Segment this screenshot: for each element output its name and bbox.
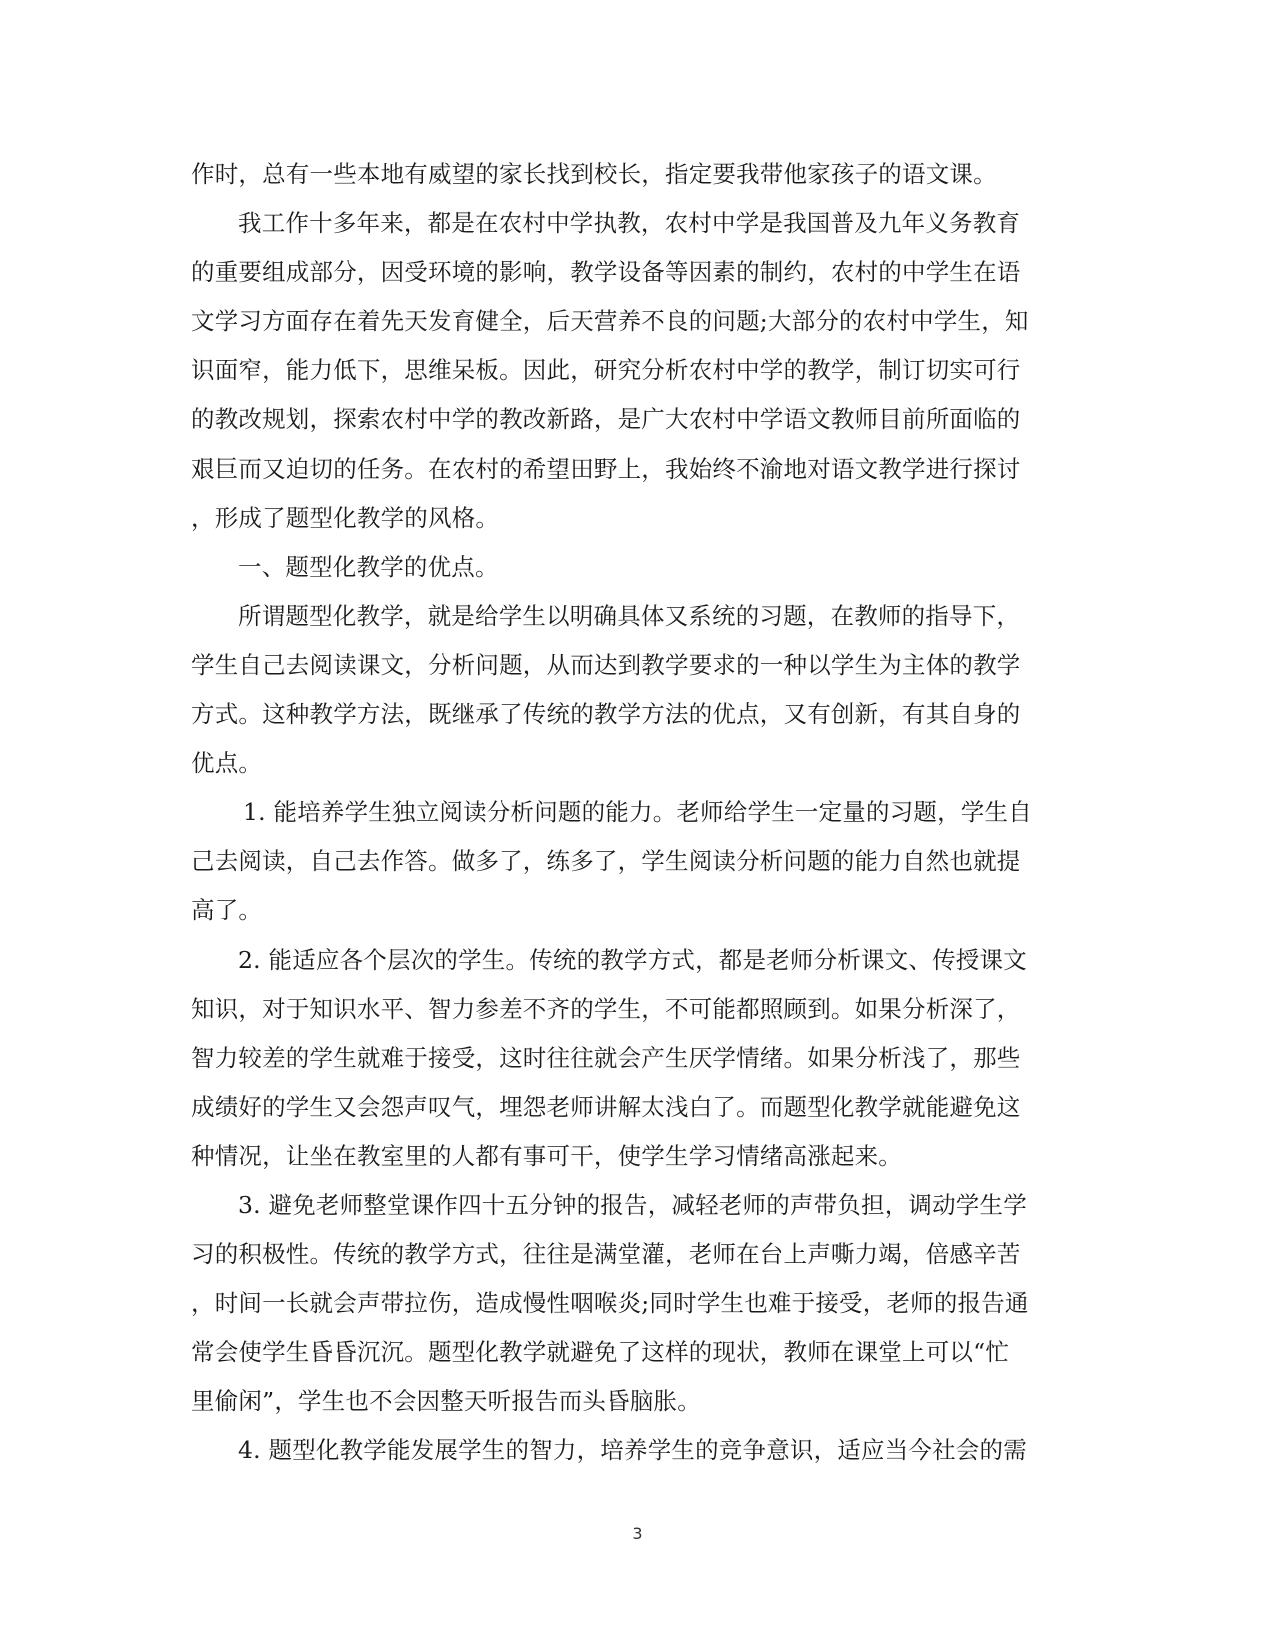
- body-text: [191, 150, 1071, 1476]
- text-line: 己去阅读，自己去作答。做多了，练多了，学生阅读分析问题的能力自然也就提: [191, 847, 1021, 876]
- text-line: ，时间一长就会声带拉伤，造成慢性咽喉炎;同时学生也难于接受，老师的报告通: [191, 1289, 1029, 1318]
- numbered-item-2: 2. 能适应各个层次的学生。传统的教学方式，都是老师分析课文、传授课文: [238, 945, 1027, 974]
- text-line: 艰巨而又迫切的任务。在农村的希望田野上，我始终不渝地对语文教学进行探讨: [191, 454, 1021, 483]
- text-line: 高了。: [191, 896, 263, 925]
- text-line: 的教改规划，探索农村中学的教改新路，是广大农村中学语文教师目前所面临的: [191, 405, 1021, 434]
- text-line: 作时，总有一些本地有威望的家长找到校长，指定要我带他家孩子的语文课。: [191, 160, 997, 188]
- text-line: 常会使学生昏昏沉沉。题型化教学就避免了这样的现状，教师在课堂上可以“忙: [191, 1338, 1010, 1367]
- section-heading: 一、题型化教学的优点。: [238, 552, 499, 581]
- paragraph-start-line: 我工作十多年来，都是在农村中学执教，农村中学是我国普及九年义务教育: [238, 209, 1021, 238]
- text-line: 里偷闲”，学生也不会因整天听报告而头昏脑胀。: [191, 1387, 701, 1416]
- text-line: 识面窄，能力低下，思维呆板。因此，研究分析农村中学的教学，制订切实可行: [191, 356, 1021, 385]
- numbered-item-1: 1. 能培养学生独立阅读分析问题的能力。老师给学生一定量的习题，学生自: [243, 798, 1032, 827]
- text-line: ，形成了题型化教学的风格。: [191, 503, 500, 532]
- numbered-item-4: 4. 题型化教学能发展学生的智力，培养学生的竞争意识，适应当今社会的需: [238, 1436, 1027, 1465]
- numbered-item-3: 3. 避免老师整堂课作四十五分钟的报告，减轻老师的声带负担，调动学生学: [238, 1190, 1027, 1219]
- text-line: 方式。这种教学方法，既继承了传统的教学方法的优点，又有创新，有其自身的: [191, 700, 1021, 729]
- text-line: 智力较差的学生就难于接受，这时往往就会产生厌学情绪。如果分析浅了，那些: [191, 1043, 1021, 1072]
- page-number: 3: [632, 1524, 643, 1543]
- text-line: 文学习方面存在着先天发育健全，后天营养不良的问题;大部分的农村中学生，知: [191, 307, 1029, 336]
- text-line: 学生自己去阅读课文，分析问题，从而达到教学要求的一种以学生为主体的教学: [191, 650, 1021, 679]
- text-line: 习的积极性。传统的教学方式，往往是满堂灌，老师在台上声嘶力竭，倍感辛苦: [191, 1240, 1021, 1269]
- text-line: 成绩好的学生又会怨声叹气，埋怨老师讲解太浅白了。而题型化教学就能避免这: [191, 1092, 1021, 1121]
- text-line: 种情况，让坐在教室里的人都有事可干，使学生学习情绪高涨起来。: [191, 1141, 902, 1170]
- text-line: 优点。: [191, 749, 263, 778]
- text-line: 知识，对于知识水平、智力参差不齐的学生，不可能都照顾到。如果分析深了，: [191, 994, 1021, 1023]
- text-line: 的重要组成部分，因受环境的影响，教学设备等因素的制约，农村的中学生在语: [191, 258, 1021, 287]
- paragraph-start-line: 所谓题型化教学，就是给学生以明确具体又系统的习题，在教师的指导下，: [238, 601, 1021, 630]
